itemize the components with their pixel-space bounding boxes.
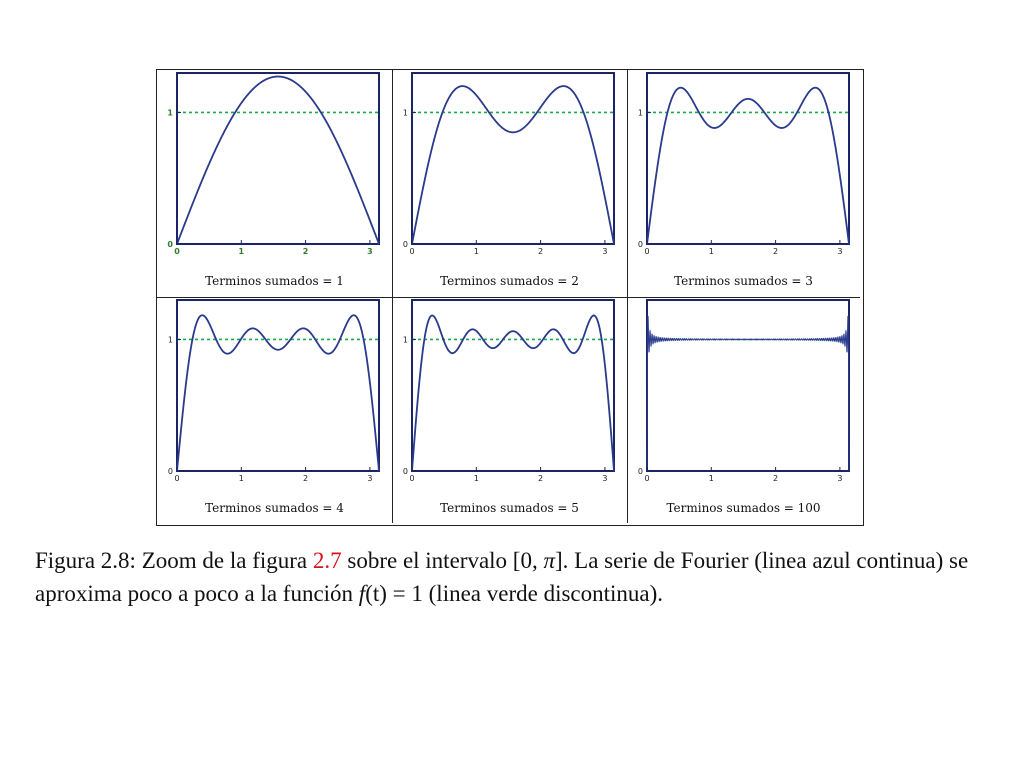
chart-panel-4 bbox=[157, 297, 393, 523]
x-tick-label-2: 2 bbox=[303, 474, 309, 483]
plot-frame bbox=[177, 300, 379, 471]
y-tick-label-0: 0 bbox=[167, 467, 173, 476]
x-tick-label-0: 0 bbox=[409, 247, 415, 256]
chart-svg-6 bbox=[627, 297, 862, 524]
x-tick-label-1: 1 bbox=[708, 247, 714, 256]
chart-panel-5 bbox=[392, 297, 628, 523]
caption-function-name: f bbox=[358, 581, 366, 606]
x-tick-label-1: 1 bbox=[708, 474, 714, 483]
chart-panel-3 bbox=[627, 70, 860, 298]
chart-svg-5 bbox=[392, 297, 627, 524]
caption-function-var: (t) bbox=[365, 581, 387, 606]
y-tick-label-0: 0 bbox=[637, 467, 643, 476]
y-tick-label-0: 0 bbox=[402, 240, 408, 249]
x-tick-label-0: 0 bbox=[644, 474, 650, 483]
caption-function-value: = 1 bbox=[392, 581, 423, 606]
chart-title: Terminos sumados = 1 bbox=[205, 274, 344, 288]
x-tick-label-1: 1 bbox=[473, 247, 479, 256]
x-tick-label-3: 3 bbox=[837, 247, 843, 256]
fourier-series-line bbox=[412, 86, 614, 244]
plot-frame bbox=[412, 300, 614, 471]
x-tick-label-1: 1 bbox=[238, 474, 244, 483]
x-tick-label-3: 3 bbox=[602, 474, 608, 483]
figure-reference-link[interactable]: 2.7 bbox=[312, 548, 342, 573]
x-tick-label-2: 2 bbox=[773, 247, 779, 256]
plot-frame bbox=[647, 300, 849, 471]
x-tick-label-3: 3 bbox=[602, 247, 608, 256]
y-tick-label-1: 1 bbox=[167, 335, 173, 345]
x-tick-label-0: 0 bbox=[174, 247, 180, 256]
chart-title: Terminos sumados = 100 bbox=[666, 501, 821, 515]
y-tick-label-1: 1 bbox=[167, 108, 173, 118]
x-tick-label-1: 1 bbox=[473, 474, 479, 483]
x-tick-label-3: 3 bbox=[367, 474, 373, 483]
x-tick-label-2: 2 bbox=[773, 474, 779, 483]
caption-text-2: sobre el intervalo [0, bbox=[347, 548, 538, 573]
chart-svg-2 bbox=[392, 70, 627, 297]
caption-text-4: (linea verde discontinua). bbox=[428, 581, 664, 606]
chart-panel-2 bbox=[392, 70, 628, 298]
y-tick-label-0: 0 bbox=[167, 240, 173, 249]
y-tick-label-1: 1 bbox=[402, 335, 408, 345]
figure-caption bbox=[35, 544, 995, 610]
x-tick-label-0: 0 bbox=[644, 247, 650, 256]
x-tick-label-0: 0 bbox=[409, 474, 415, 483]
chart-panel-6 bbox=[627, 297, 860, 523]
y-tick-label-1: 1 bbox=[402, 108, 408, 118]
x-tick-label-2: 2 bbox=[538, 247, 544, 256]
chart-panel-1 bbox=[157, 70, 393, 298]
chart-svg-4 bbox=[157, 297, 392, 524]
x-tick-label-0: 0 bbox=[174, 474, 180, 483]
chart-title: Terminos sumados = 3 bbox=[674, 274, 813, 288]
plot-frame bbox=[412, 73, 614, 244]
fourier-series-line bbox=[647, 88, 849, 244]
x-tick-label-3: 3 bbox=[837, 474, 843, 483]
fourier-figure bbox=[156, 69, 864, 526]
fourier-series-line bbox=[177, 315, 379, 471]
x-tick-label-1: 1 bbox=[238, 247, 245, 256]
chart-svg-1 bbox=[157, 70, 392, 297]
fourier-series-line bbox=[412, 315, 614, 471]
caption-text-3: ]. La serie de Fourier (linea azul continua) se aproxima poco a poco a la función bbox=[35, 548, 969, 606]
y-tick-label-1: 1 bbox=[637, 108, 643, 118]
chart-title: Terminos sumados = 2 bbox=[440, 274, 579, 288]
caption-pi: π bbox=[543, 548, 555, 573]
x-tick-label-3: 3 bbox=[367, 247, 373, 256]
x-tick-label-2: 2 bbox=[302, 247, 309, 256]
fourier-series-line bbox=[177, 77, 379, 244]
caption-label: Figura 2.8: bbox=[35, 548, 136, 573]
chart-title: Terminos sumados = 5 bbox=[440, 501, 579, 515]
y-tick-label-0: 0 bbox=[402, 467, 408, 476]
chart-title: Terminos sumados = 4 bbox=[205, 501, 344, 515]
x-tick-label-2: 2 bbox=[538, 474, 544, 483]
caption-text-1: Zoom de la figura bbox=[141, 548, 308, 573]
plot-frame bbox=[177, 73, 379, 244]
y-tick-label-0: 0 bbox=[637, 240, 643, 249]
chart-svg-3 bbox=[627, 70, 862, 297]
